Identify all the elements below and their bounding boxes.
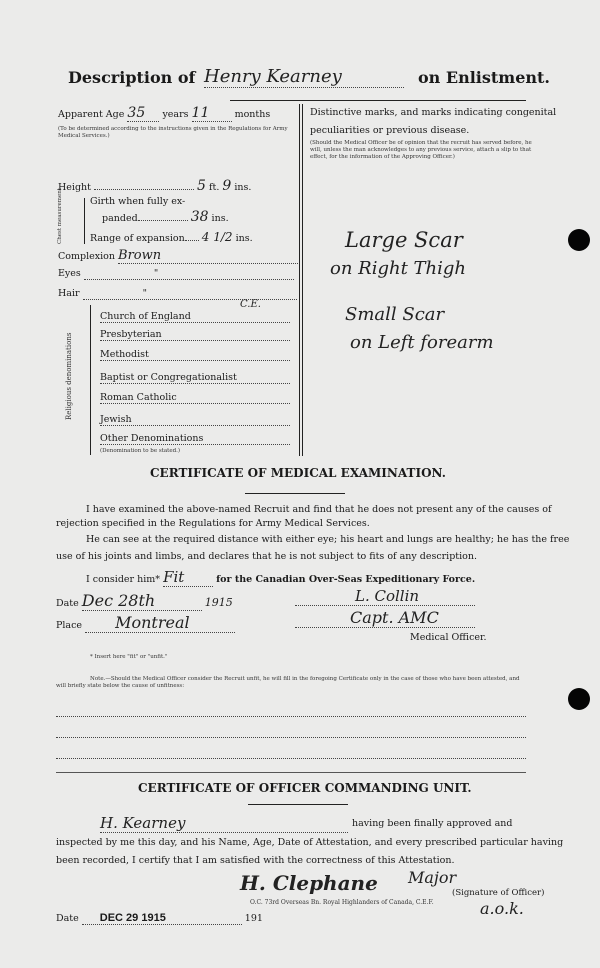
- apparent-age-row: Apparent Age 35 years 11 months: [58, 105, 271, 121]
- age-note: (To be determined according to the instructions given in the Regulations for Army Medical Services.): [58, 126, 288, 139]
- religion-mark: C.E.: [240, 299, 261, 310]
- recruit-name: Henry Kearney: [204, 66, 404, 88]
- commanding-paragraph: having been finally approved and: [352, 818, 513, 829]
- medical-paragraph: rejection specified in the Regulations for Army Medical Services.: [56, 518, 370, 529]
- initials: a.o.k.: [480, 899, 524, 918]
- medical-note: Note.—Should the Medical Officer consider the Recruit unfit, he will fill in the foregoing Certificate only in the case of those who have been attested, and will briefly state below the cause of unfitness:: [56, 676, 520, 689]
- punch-hole: [568, 688, 590, 710]
- religion-note: (Denomination to be stated.): [100, 448, 181, 454]
- eyes-row: Eyes ": [58, 268, 294, 280]
- religion-label: Religious denominations: [65, 332, 73, 420]
- girth-value: 38: [190, 209, 209, 225]
- date-stamp: DEC 29 1915: [99, 912, 166, 924]
- girth-label-1: Girth when fully ex-: [90, 196, 186, 207]
- divider: [245, 493, 345, 494]
- medical-date-row: Date Dec 28th 1915: [56, 591, 233, 610]
- punch-hole: [568, 229, 590, 251]
- medical-paragraph: use of his joints and limbs, and declares that he is not subject to fits of any description.: [56, 551, 478, 562]
- range-value: 4 1/2: [201, 230, 233, 244]
- medical-paragraph: I have examined the above-named Recruit and find that he does not present any of the causes of: [86, 504, 552, 515]
- bracket: [90, 305, 91, 455]
- range-row: Range of expansion 4 1/2 ins.: [90, 230, 253, 244]
- column-divider: [299, 104, 300, 456]
- bracket: [84, 198, 85, 244]
- blank-line: [56, 748, 526, 759]
- marks-heading-1: Distinctive marks, and marks indicating congenital: [310, 107, 557, 118]
- commanding-officer-signature: H. Clephane: [240, 871, 378, 895]
- medical-officer-rank: Capt. AMC: [295, 608, 475, 628]
- divider: [56, 772, 526, 773]
- document-title: [68, 68, 195, 87]
- column-divider: [302, 104, 303, 456]
- distinctive-mark: Small Scar: [345, 304, 445, 325]
- fitness-value: Fit: [163, 568, 213, 587]
- commanding-cert-title: CERTIFICATE OF OFFICER COMMANDING UNIT.: [138, 781, 472, 795]
- fitness-row: I consider him* Fit for the Canadian Over-Seas Expeditionary Force.: [86, 568, 476, 586]
- marks-heading-2: peculiarities or previous disease.: [310, 125, 470, 136]
- age-years: 35: [127, 105, 159, 122]
- religion-item: Methodist: [100, 349, 290, 361]
- commanding-date-row: Date DEC 29 1915 191: [56, 912, 263, 924]
- height-in: 9: [222, 178, 232, 194]
- religion-item: Presbyterian: [100, 329, 290, 341]
- medical-place-value: Montreal: [85, 613, 235, 633]
- hair-value: ": [83, 288, 297, 300]
- signature-label: (Signature of Officer): [452, 888, 545, 898]
- chest-label: Chest measurement: [57, 187, 63, 244]
- distinctive-mark: Large Scar: [345, 228, 463, 252]
- medical-date-value: Dec 28th: [82, 591, 202, 611]
- distinctive-mark: on Left forearm: [350, 332, 494, 353]
- age-months: 11: [192, 105, 232, 122]
- divider: [248, 804, 348, 805]
- height-ft: 5: [197, 178, 206, 194]
- religion-item: Jewish: [100, 414, 290, 426]
- medical-officer-label: Medical Officer.: [410, 632, 487, 643]
- religion-item: Roman Catholic: [100, 392, 290, 404]
- title-prefix: Description of: [68, 68, 196, 87]
- unit-stamp: O.C. 73rd Overseas Bn. Royal Highlanders of Canada, C.E.F.: [250, 899, 434, 906]
- religion-item: Other Denominations: [100, 433, 290, 445]
- commanding-paragraph: been recorded, I certify that I am satisfied with the correctness of this Attestation.: [56, 855, 455, 866]
- title-suffix: on Enlistment.: [418, 68, 550, 87]
- medical-cert-title: CERTIFICATE OF MEDICAL EXAMINATION.: [150, 466, 446, 480]
- medical-place-row: Place Montreal: [56, 613, 235, 633]
- medical-officer-signature: L. Collin: [295, 588, 475, 606]
- footnote: * Insert here "fit" or "unfit.": [90, 654, 168, 660]
- blank-line: [56, 727, 526, 738]
- complexion-value: Brown: [118, 248, 298, 264]
- commanding-paragraph: inspected by me this day, and his Name, Age, Date of Attestation, and every prescribed particular having: [56, 837, 564, 848]
- eyes-value: ": [84, 268, 294, 280]
- height-row: Height 5 ft. 9 ins.: [58, 178, 252, 194]
- distinctive-mark: on Right Thigh: [330, 258, 467, 279]
- commanding-officer-rank: Major: [408, 868, 457, 887]
- marks-note: (Should the Medical Officer be of opinion that the recruit has served before, he will, unless the man acknowledges to any previous service, attach a slip to that effect, for the information of the Approving Officer.): [310, 140, 532, 160]
- religion-item: Baptist or Congregationalist: [100, 372, 290, 384]
- hair-row: Hair ": [58, 288, 297, 300]
- medical-paragraph: He can see at the required distance with either eye; his heart and lungs are healthy; he has the free: [86, 534, 570, 545]
- blank-line: [56, 706, 526, 717]
- divider: [230, 100, 526, 101]
- religion-item: Church of England: [100, 311, 290, 323]
- recruit-name-certified: H. Kearney: [100, 814, 348, 833]
- complexion-row: Complexion Brown: [58, 248, 298, 264]
- girth-row: panded 38 ins.: [102, 209, 229, 225]
